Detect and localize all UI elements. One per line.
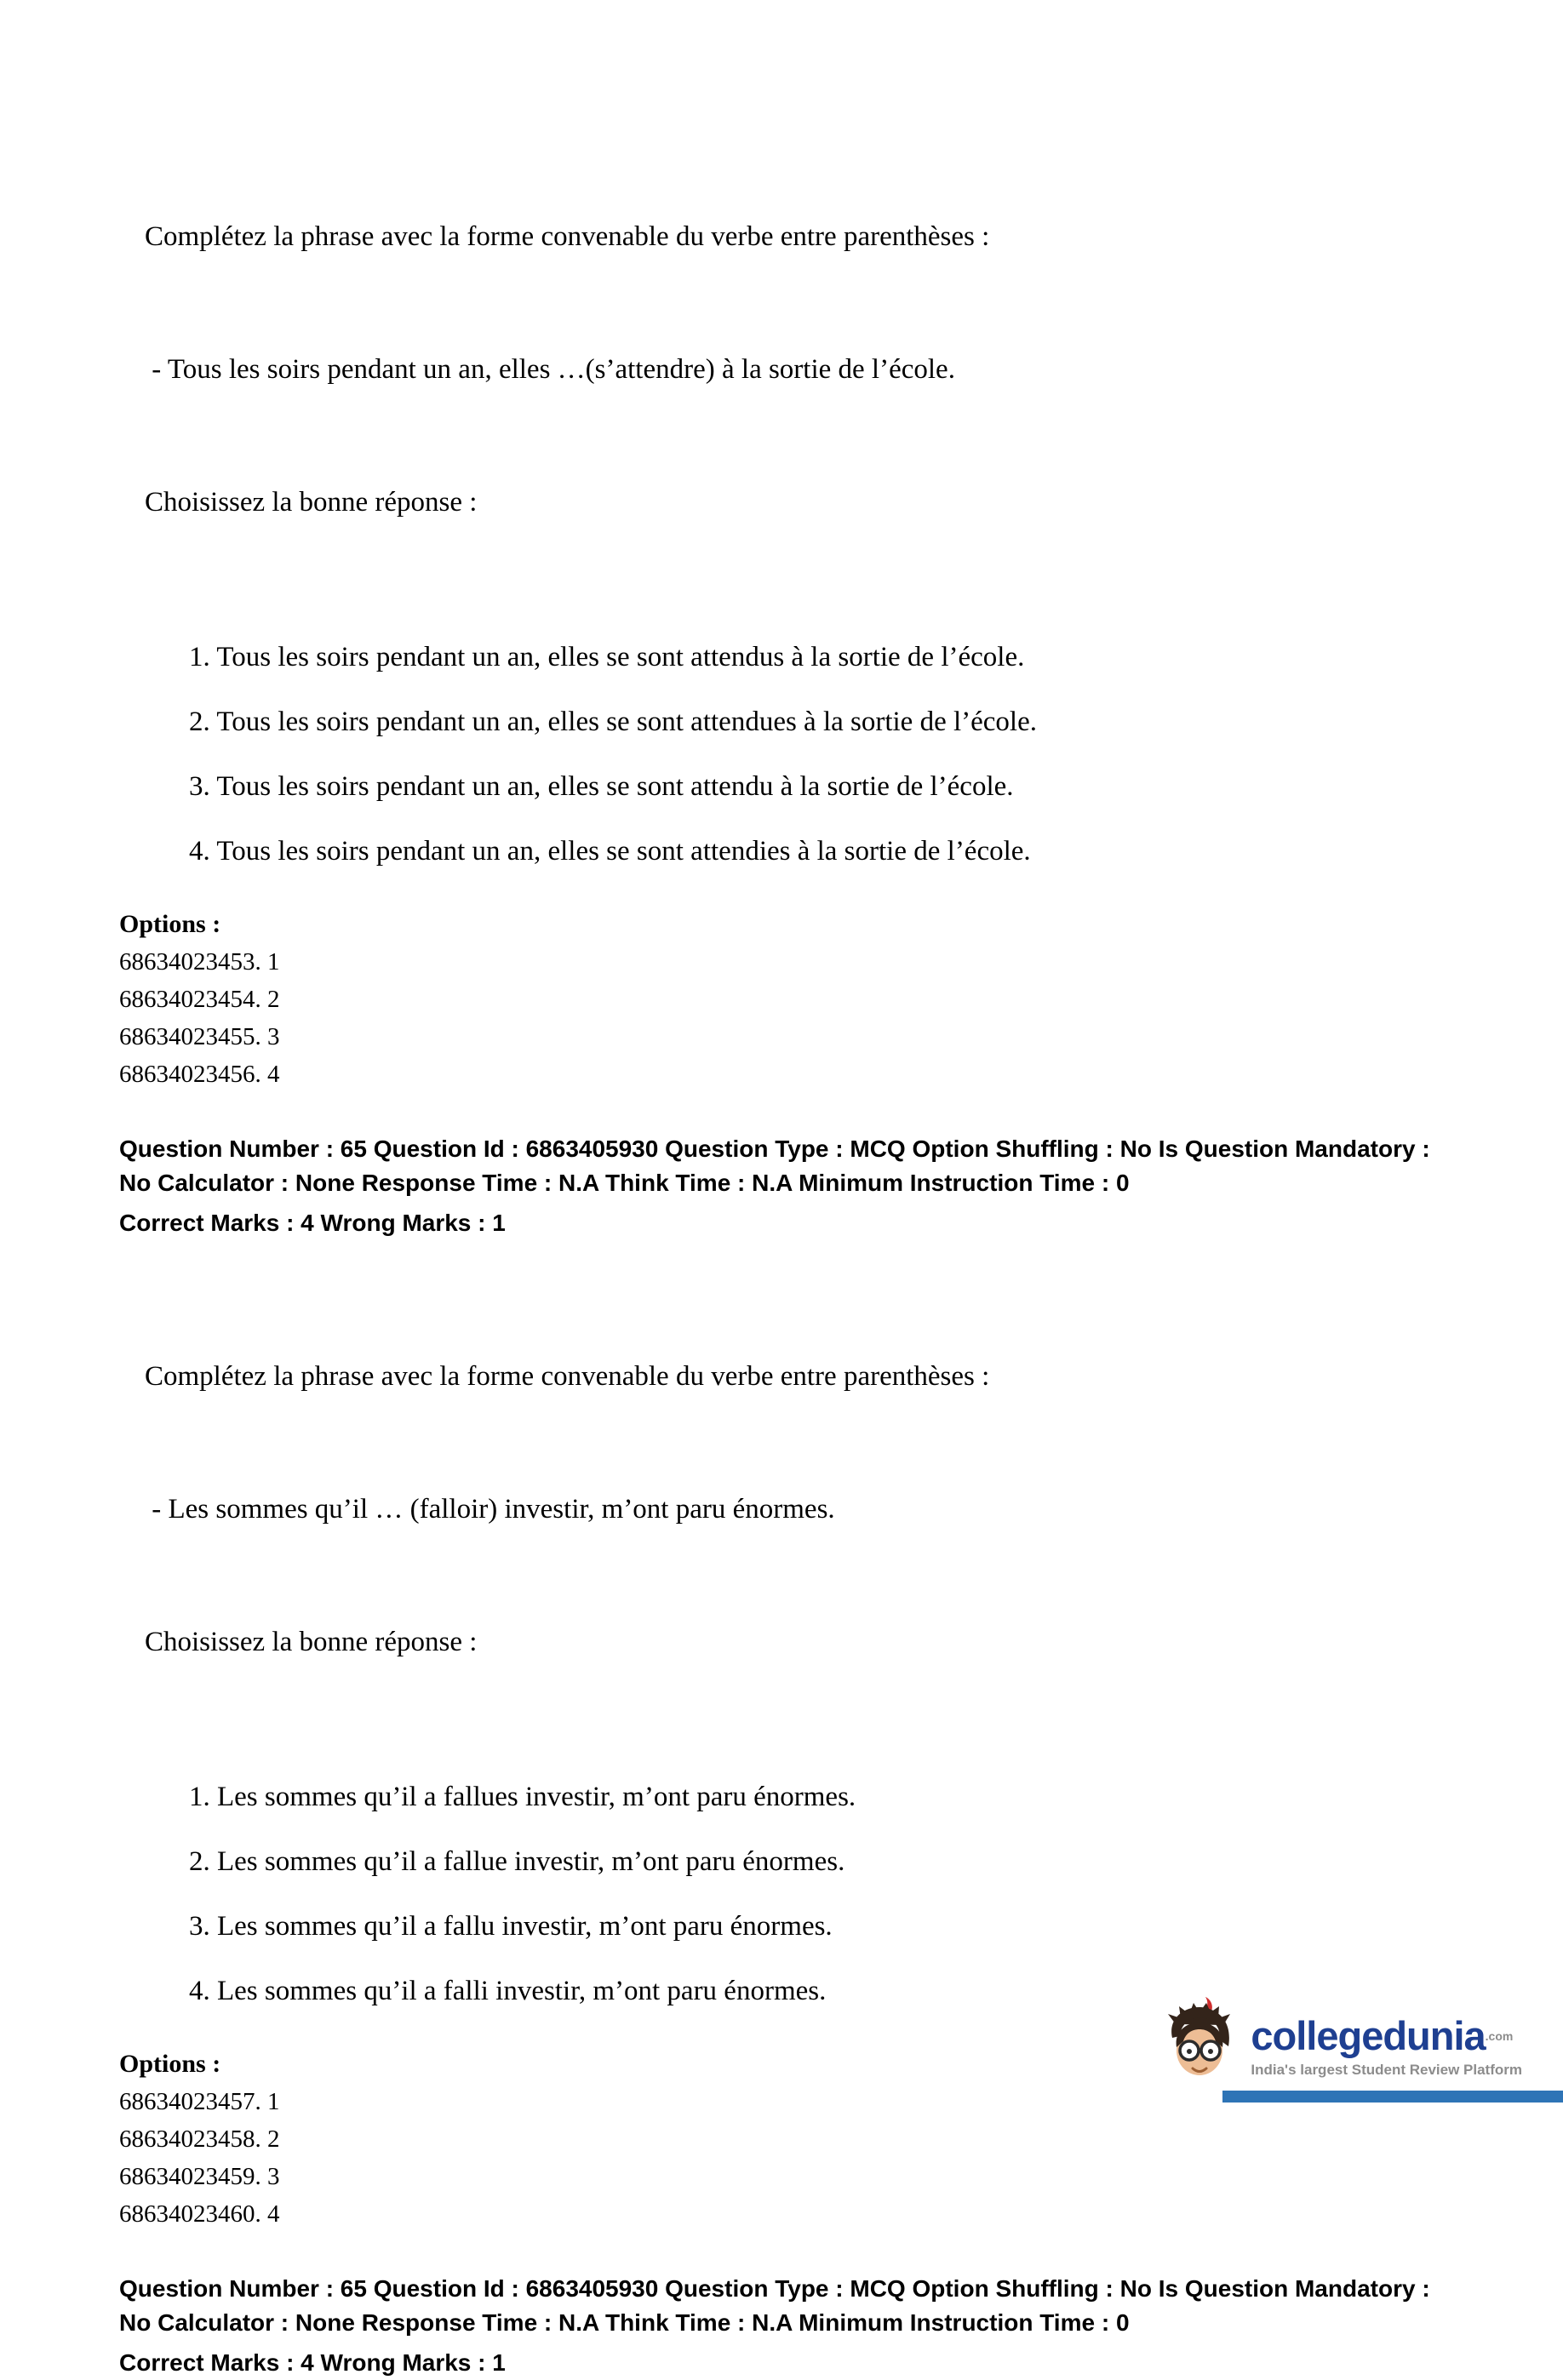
question-marks-line: Correct Marks : 4 Wrong Marks : 1 bbox=[119, 1210, 506, 1236]
question-intro-line: Complétez la phrase avec la forme convenable du verbe entre parenthèses : bbox=[145, 1361, 990, 1392]
option-id-line: 68634023453. 1 bbox=[119, 948, 280, 975]
question-meta bbox=[119, 2272, 1515, 2380]
choice-line: 3. Les sommes qu’il a fallu investir, m’ont paru énormes. bbox=[189, 1911, 833, 1942]
brand-name: collegedunia bbox=[1251, 2013, 1486, 2058]
brand-suffix: .com bbox=[1485, 2029, 1514, 2043]
brand-tagline: India's largest Student Review Platform bbox=[1251, 2062, 1522, 2078]
option-id-line: 68634023454. 2 bbox=[119, 986, 280, 1013]
question-intro bbox=[145, 126, 1563, 613]
brand-wordmark bbox=[1251, 2013, 1522, 2058]
question-block-1 bbox=[0, 126, 1563, 1240]
choice-line: 4. Les sommes qu’il a falli investir, m’ont paru énormes. bbox=[189, 1976, 827, 2006]
choice-line: 1. Tous les soirs pendant un an, elles se sont attendus à la sortie de l’école. bbox=[189, 642, 1025, 672]
choice-line: 4. Tous les soirs pendant un an, elles se sont attendies à la sortie de l’école. bbox=[189, 836, 1031, 867]
question-meta-line: Question Number : 65 Question Id : 6863405930 Question Type : MCQ Option Shuffling : No Is Question Mandatory : bbox=[119, 1136, 1430, 1162]
question-marks-line: Correct Marks : 4 Wrong Marks : 1 bbox=[119, 2349, 506, 2376]
question-meta-line: Question Number : 65 Question Id : 6863405930 Question Type : MCQ Option Shuffling : No Is Question Mandatory : bbox=[119, 2275, 1430, 2302]
option-id-line: 68634023460. 4 bbox=[119, 2200, 280, 2228]
choice-line: 2. Tous les soirs pendant un an, elles se sont attendues à la sortie de l’école. bbox=[189, 707, 1037, 737]
choice-line: 2. Les sommes qu’il a fallue investir, m’ont paru énormes. bbox=[189, 1846, 845, 1877]
brand-logo bbox=[1157, 1997, 1522, 2085]
question-intro-line: - Tous les soirs pendant un an, elles …(s’attendre) à la sortie de l’école. bbox=[145, 354, 955, 385]
option-id-line: 68634023456. 4 bbox=[119, 1061, 280, 1088]
option-id-line: 68634023458. 2 bbox=[119, 2125, 280, 2153]
question-intro-line: Choisissez la bonne réponse : bbox=[145, 487, 478, 518]
question-meta bbox=[119, 1132, 1515, 1240]
options-heading: Options : bbox=[119, 910, 221, 938]
question-intro-line: - Les sommes qu’il … (falloir) investir, m’ont paru énormes. bbox=[145, 1494, 835, 1525]
option-id-line: 68634023455. 3 bbox=[119, 1023, 280, 1050]
choice-list bbox=[0, 1775, 1563, 2013]
question-meta-line: No Calculator : None Response Time : N.A Think Time : N.A Minimum Instruction Time : 0 bbox=[119, 2309, 1130, 2336]
question-intro-line: Choisissez la bonne réponse : bbox=[145, 1627, 478, 1657]
option-id-line: 68634023457. 1 bbox=[119, 2088, 280, 2115]
choice-line: 1. Les sommes qu’il a fallues investir, m’ont paru énormes. bbox=[189, 1782, 856, 1812]
options-heading: Options : bbox=[119, 2050, 221, 2078]
question-block-2 bbox=[0, 1266, 1563, 2380]
mascot-icon bbox=[1157, 1997, 1242, 2085]
choice-line: 3. Tous les soirs pendant un an, elles se sont attendu à la sortie de l’école. bbox=[189, 771, 1014, 802]
footer-bar bbox=[1222, 2091, 1563, 2103]
brand-text bbox=[1251, 1997, 1522, 2079]
question-meta-line: No Calculator : None Response Time : N.A Think Time : N.A Minimum Instruction Time : 0 bbox=[119, 1170, 1130, 1196]
question-intro-line: Complétez la phrase avec la forme convenable du verbe entre parenthèses : bbox=[145, 221, 990, 252]
option-id-line: 68634023459. 3 bbox=[119, 2163, 280, 2190]
choice-list bbox=[0, 635, 1563, 873]
question-intro bbox=[145, 1266, 1563, 1753]
